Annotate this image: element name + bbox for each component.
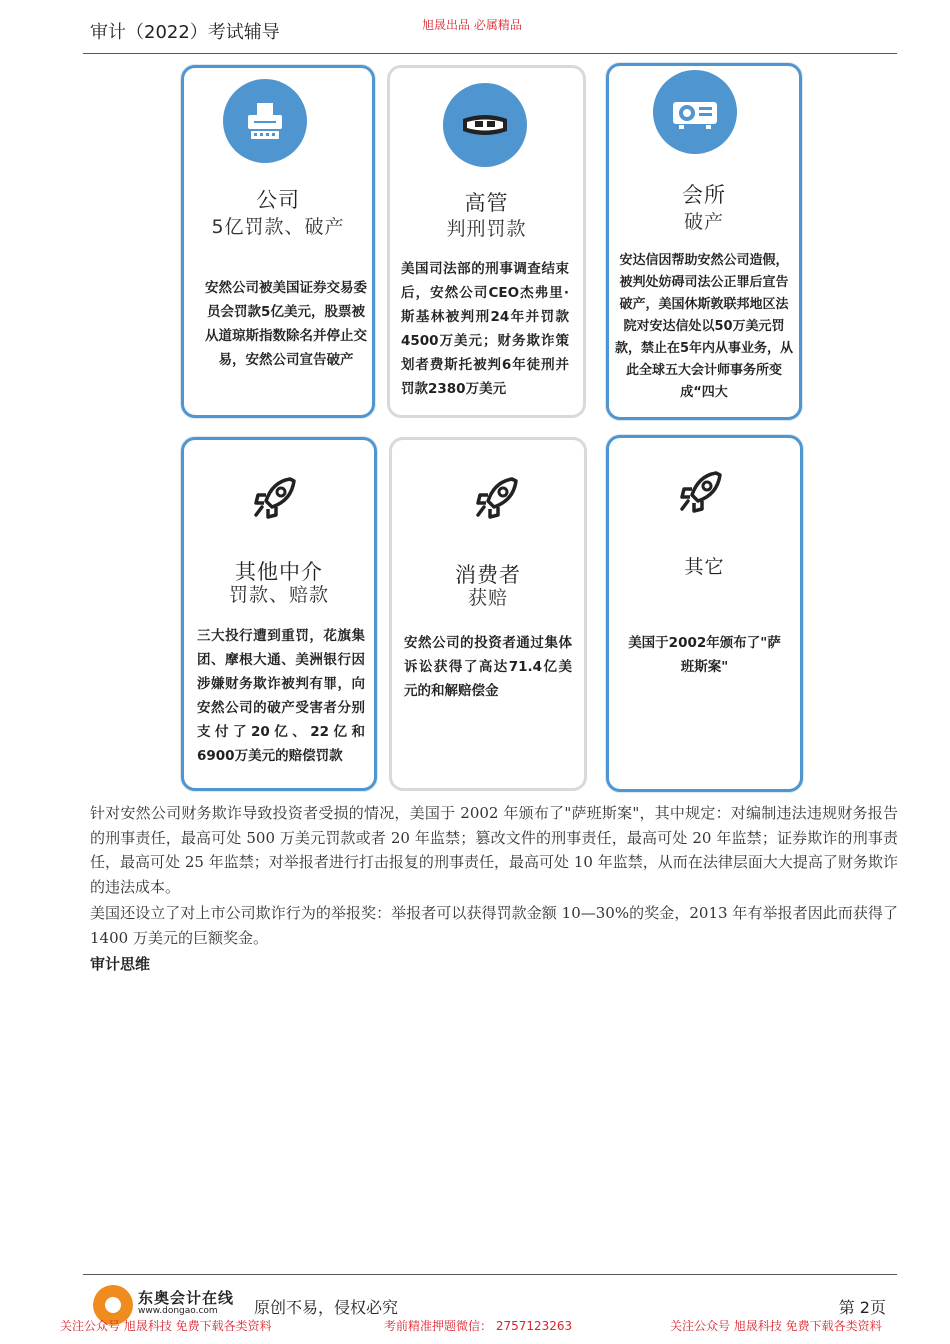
card-consumers — [389, 437, 587, 791]
footer-slogan: 原创不易，侵权必究 — [254, 1298, 399, 1317]
logo-name: 东奥会计在线 — [138, 1289, 235, 1307]
bottom-note-left: 关注公众号 旭晟科技 免费下载各类资料 — [60, 1319, 272, 1333]
card-body: 安然公司被美国证券交易委员会罚款5亿美元，股票被从道琼斯指数除名并停止交易，安然公司宣告破产 — [205, 280, 367, 368]
projector-icon — [653, 70, 737, 154]
card-title: 公司 — [256, 188, 300, 212]
card-intermediaries — [181, 437, 377, 791]
card-body: 三大投行遭到重罚，花旗集团、摩根大通、美洲银行因涉嫌财务欺诈被判有罪，向安然公司的破产受害者分别支付了20亿、22亿和6900万美元的赔偿罚款 — [197, 628, 365, 764]
card-body: 安然公司的投资者通过集体诉讼获得了高达71.4亿美元的和解赔偿金 — [404, 635, 572, 699]
section-heading: 审计思维 — [90, 955, 151, 973]
rocket-icon — [252, 473, 298, 519]
logo-url: www.dongao.com — [138, 1306, 218, 1316]
header-divider — [83, 53, 897, 54]
footer-divider — [83, 1274, 897, 1275]
card-title: 消费者 — [455, 563, 521, 587]
card-title: 高管 — [464, 191, 509, 215]
card-subtitle: 5亿罚款、破产 — [211, 216, 345, 238]
bottom-note-center: 考前精准押题微信： 2757123263 — [384, 1319, 573, 1333]
typewriter-icon — [223, 79, 307, 163]
card-company — [181, 65, 375, 418]
card-title: 其它 — [684, 556, 725, 578]
card-title: 会所 — [682, 183, 726, 207]
bottom-note-right: 关注公众号 旭晟科技 免费下载各类资料 — [670, 1319, 882, 1333]
card-subtitle: 判刑罚款 — [446, 218, 527, 240]
card-subtitle: 获赔 — [467, 587, 508, 609]
paragraph-sox: 针对安然公司财务欺诈导致投资者受损的情况，美国于 2002 年颁布了"萨班斯案"，其中规定：对编制违法违规财务报告的刑事责任，最高可处 500 万美元罚款或者 20 年监禁；篡改文件的刑事责任，最高可处 20 年监禁；证券欺诈的刑事责任，最高可处 25 年监禁；对举报者进行打击报复的刑事责任，最高可处 10 年监禁，从而在法律层面大大提高了财务欺诈的违法成本。 — [90, 804, 898, 896]
paragraph-whistleblower: 美国还设立了对上市公司欺诈行为的举报奖：举报者可以获得罚款金额 10—30%的奖金，2013 年有举报者因此而获得了 1400 万美元的巨额奖金。 — [90, 904, 898, 947]
rocket-icon — [678, 467, 724, 513]
card-executives — [387, 65, 586, 418]
rocket-icon — [474, 473, 520, 519]
card-body: 安达信因帮助安然公司造假，被判处妨碍司法公正罪后宣告破产，美国休斯敦联邦地区法院对安达信处以50万美元罚款，禁止在5年内从事业务，从此全球五大会计师事务所变成“四大 — [614, 253, 794, 400]
document-header-title: 审计（2022）考试辅导 — [90, 22, 280, 43]
card-body: 美国于2002年颁布了"萨班斯案" — [628, 635, 781, 675]
header-brand-tag: 旭晟出品 必属精品 — [422, 18, 522, 32]
card-other — [606, 435, 803, 792]
page-number: 第 2页 — [838, 1298, 886, 1317]
card-title: 其他中介 — [235, 560, 323, 584]
card-body: 美国司法部的刑事调查结束后，安然公司CEO杰弗里·斯基林被判刑24年并罚款4500万美元；财务欺诈策划者费斯托被判6年徒刑并罚款2380万美元 — [401, 261, 569, 397]
card-accounting-firm — [606, 63, 802, 420]
card-subtitle: 破产 — [683, 211, 724, 233]
card-subtitle: 罚款、赔款 — [228, 584, 329, 606]
vr-headset-icon — [443, 83, 527, 167]
